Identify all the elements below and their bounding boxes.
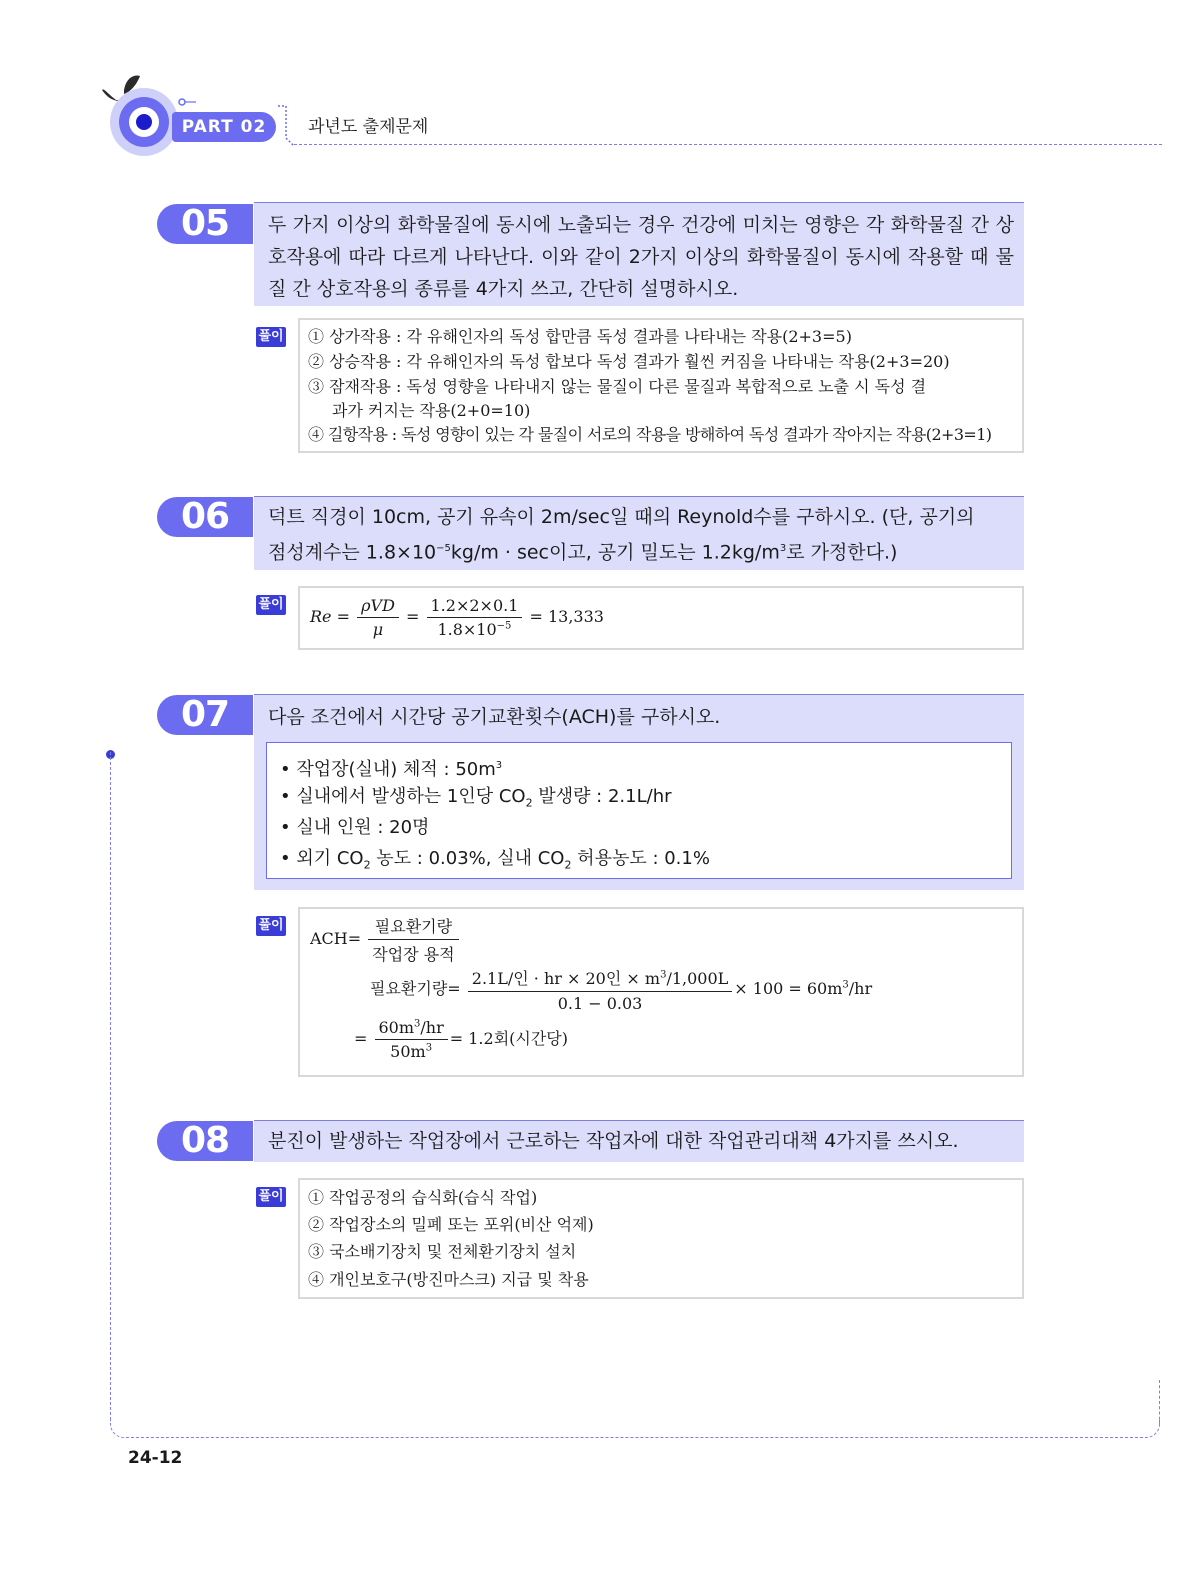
solution-08-line-2: ② 작업장소의 밀폐 또는 포위(비산 억제) bbox=[308, 1215, 594, 1234]
question-06-text-line-1: 덕트 직경이 10cm, 공기 유속이 2m/sec일 때의 Reynold수를 구하시오. (단, 공기의 bbox=[268, 506, 975, 528]
frame-right-border bbox=[1159, 1380, 1160, 1425]
question-06-number: 06 bbox=[157, 497, 253, 537]
condition-co2-generation: • 실내에서 발생하는 1인당 $CO_2$ 발생량 : 2.1L/hr bbox=[280, 786, 672, 810]
solution-05-badge: 풀이 bbox=[256, 327, 286, 347]
question-08-number: 08 bbox=[157, 1121, 253, 1161]
solution-05-line-4: 과가 커지는 작용(2+0=10) bbox=[332, 401, 531, 420]
solution-08-line-4: ④ 개인보호구(방진마스크) 지급 및 착용 bbox=[308, 1270, 589, 1289]
ach-result-formula: = $\frac{60m^3/hr}{50m^3}$ = 1.2회(시간당) bbox=[354, 1018, 568, 1061]
question-08-text: 분진이 발생하는 작업장에서 근로하는 작업자에 대한 작업관리대책 4가지를 쓰시오. bbox=[268, 1130, 959, 1152]
required-ventilation-formula: 필요환기량= $\frac{2.1L/인 \cdot hr \times 20인 \times m^3/1,000L}{0.1 - 0.03}$ × $100 = 60m^3/hr$ bbox=[370, 966, 872, 1013]
solution-07-badge: 풀이 bbox=[256, 916, 286, 936]
question-05-text: 두 가지 이상의 화학물질에 동시에 노출되는 경우 건강에 미치는 영향은 각 화학물질 간 상호작용에 따라 다르게 나타난다. 이와 같이 2가지 이상의 화학물질이 동시에 작용할 때 물질 간 상호작용의 종류를 4가지 쓰고, 간단히 설명하시오. bbox=[268, 214, 1014, 300]
page-number: 24-12 bbox=[128, 1448, 183, 1468]
question-07-number: 07 bbox=[157, 695, 253, 735]
section-title: 과년도 출제문제 bbox=[308, 117, 429, 137]
solution-05-line-2: ② 상승작용 : 각 유해인자의 독성 합보다 독성 결과가 훨씬 커짐을 나타내는 작용(2+3=20) bbox=[308, 352, 950, 371]
solution-08-line-1: ① 작업공정의 습식화(습식 작업) bbox=[308, 1188, 538, 1207]
solution-08-badge: 풀이 bbox=[256, 1187, 286, 1207]
question-05-number: 05 bbox=[157, 204, 253, 244]
solution-05-line-5: ④ 길항작용 : 독성 영향이 있는 각 물질이 서로의 작용을 방해하여 독성 결과가 작아지는 작용(2+3=1) bbox=[308, 425, 992, 444]
solution-05-line-1: ① 상가작용 : 각 유해인자의 독성 합만큼 독성 결과를 나타내는 작용(2+3=5) bbox=[308, 327, 852, 346]
ach-formula: ACH= $\frac{\text{필요환기량}}{\text{작업장 용적}}$ bbox=[310, 914, 461, 965]
header-connector-icon bbox=[276, 104, 296, 148]
condition-co2-concentration: • 외기 $CO_2$ 농도 : 0.03%, 실내 $CO_2$ 허용농도 : 0.1% bbox=[280, 848, 710, 872]
condition-volume: • 작업장(실내) 체적 : $50m^3$ bbox=[280, 759, 503, 780]
part-label: PART 02 bbox=[172, 112, 276, 142]
condition-occupants: • 실내 인원 : 20명 bbox=[280, 817, 430, 838]
frame-left-border bbox=[110, 752, 111, 1420]
header-divider bbox=[294, 144, 1162, 145]
reynolds-formula: Re = $\frac{\text{ρVD}}{\mu}$ = $\frac{1.2\times 2\times 0.1}{1.8\times 10^{-5}}$ = 13,333 bbox=[310, 596, 604, 639]
solution-06-badge: 풀이 bbox=[256, 595, 286, 615]
frame-bottom-border bbox=[110, 1420, 1160, 1438]
question-07-text: 다음 조건에서 시간당 공기교환횟수(ACH)를 구하시오. bbox=[268, 706, 721, 728]
solution-05-line-3: ③ 잠재작용 : 독성 영향을 나타내지 않는 물질이 다른 물질과 복합적으로 노출 시 독성 결 bbox=[308, 377, 927, 396]
question-06-text-line-2: 점성계수는 $1.8\times 10^{-5}kg/m \cdot \sec$이고, 공기 밀도는 $1.2kg/m^3$로 가정한다.) bbox=[268, 541, 898, 564]
solution-08-line-3: ③ 국소배기장치 및 전체환기장치 설치 bbox=[308, 1242, 577, 1261]
